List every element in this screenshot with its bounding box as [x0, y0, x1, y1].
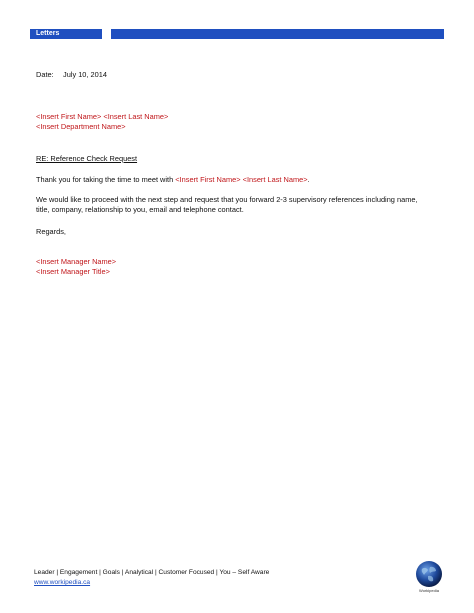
closing: Regards, — [36, 227, 66, 236]
paragraph-1-suffix: . — [307, 175, 310, 184]
paragraph-1-last-name: <Insert Last Name> — [242, 175, 308, 184]
subject-line: RE: Reference Check Request — [36, 154, 138, 163]
footer-tagline: Leader | Engagement | Goals | Analytical | Customer Focused | You – Self Aware — [34, 569, 270, 576]
header-bar — [111, 29, 444, 39]
recipient-first-name: <Insert First Name> — [36, 112, 102, 121]
globe-logo-icon — [415, 560, 443, 588]
signer-title: <Insert Manager Title> — [36, 267, 110, 276]
footer-link[interactable]: www.workipedia.ca — [34, 579, 91, 586]
date-value: July 10, 2014 — [63, 70, 107, 79]
recipient-last-name: <Insert Last Name> — [103, 112, 169, 121]
date-line — [36, 70, 107, 79]
header-tab — [30, 29, 102, 39]
recipient-department: <Insert Department Name> — [36, 122, 126, 131]
paragraph-1-first-name: <Insert First Name> — [175, 175, 241, 184]
paragraph-2-line-1: We would like to proceed with the next step and request that you forward 2-3 supervisory references including name, — [36, 195, 418, 204]
header-tab-label: Letters — [36, 30, 60, 37]
recipient-name — [36, 112, 168, 121]
globe-caption: Workipedia — [419, 588, 439, 593]
paragraph-1 — [36, 175, 310, 184]
paragraph-2-line-2: title, company, relationship to you, email and telephone contact. — [36, 205, 244, 214]
date-label: Date: — [36, 70, 54, 79]
paragraph-1-prefix: Thank you for taking the time to meet with — [36, 175, 176, 184]
signer-name: <Insert Manager Name> — [36, 257, 117, 266]
